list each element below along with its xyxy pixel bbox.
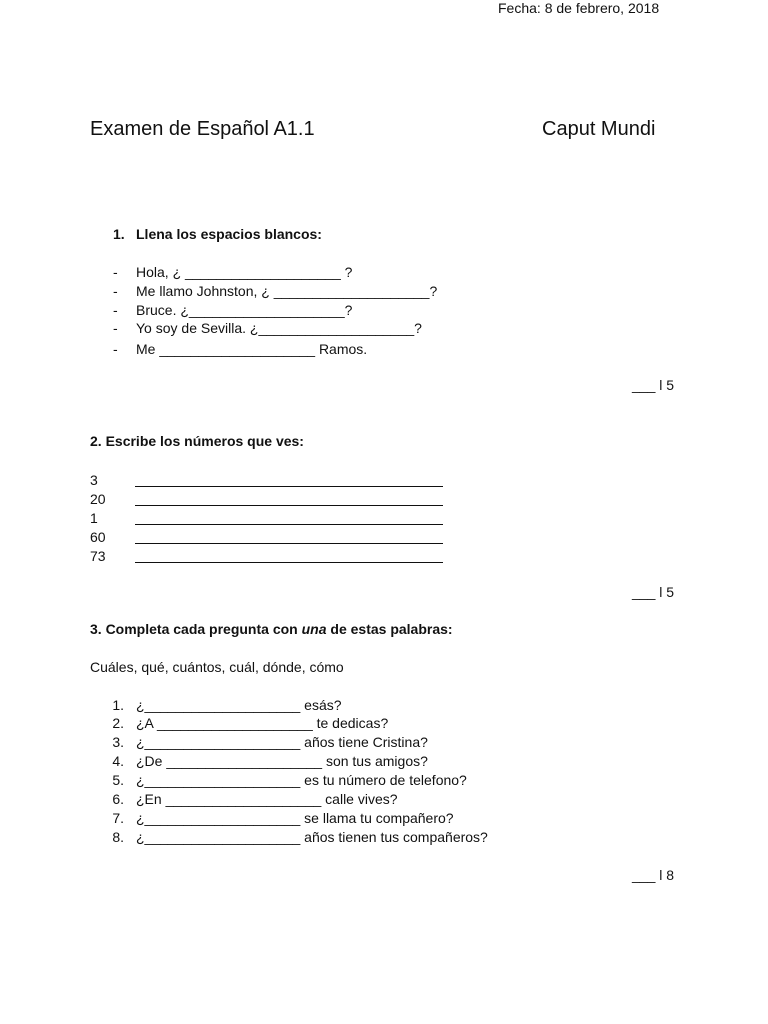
list-bullet: -	[113, 320, 118, 336]
question-text: ¿____________________ es tu número de telefono?	[136, 772, 467, 788]
fill-in-item: Yo soy de Sevilla. ¿____________________?	[136, 320, 422, 336]
number-value: 73	[90, 548, 106, 564]
heading-text: 3. Completa cada pregunta con	[90, 621, 302, 637]
fill-in-item: Bruce. ¿____________________?	[136, 302, 353, 318]
question-number: 2.	[112, 715, 124, 731]
section1-score: ___ l 5	[632, 377, 675, 393]
question-number: 6.	[112, 791, 124, 807]
section1-number: 1.	[113, 226, 125, 242]
section3-score: ___ l 8	[632, 867, 675, 883]
number-value: 1	[90, 510, 98, 526]
fill-in-item: Me llamo Johnston, ¿ ____________________?	[136, 283, 438, 299]
section3-heading	[90, 622, 453, 636]
question-text: ¿____________________ años tienen tus compañeros?	[136, 829, 488, 845]
list-bullet: -	[113, 341, 118, 357]
fill-in-item: Me ____________________ Ramos.	[136, 341, 368, 357]
exam-date: Fecha: 8 de febrero, 2018	[498, 0, 660, 16]
answer-line[interactable]	[135, 524, 443, 525]
question-number: 4.	[112, 753, 124, 769]
question-number: 3.	[112, 734, 124, 750]
question-text: ¿____________________ esás?	[136, 697, 342, 713]
section1-heading: Llena los espacios blancos:	[136, 226, 322, 242]
question-number: 7.	[112, 810, 124, 826]
question-text: ¿A ____________________ te dedicas?	[136, 715, 389, 731]
question-number: 8.	[112, 829, 124, 845]
section2-score: ___ l 5	[632, 584, 675, 600]
exam-title: Examen de Español A1.1	[90, 118, 315, 140]
section2-heading: 2. Escribe los números que ves:	[90, 433, 304, 449]
question-number: 1.	[112, 697, 124, 713]
question-text: ¿____________________ años tiene Cristina?	[136, 734, 428, 750]
number-value: 60	[90, 529, 106, 545]
heading-text: de estas palabras:	[326, 621, 453, 637]
answer-line[interactable]	[135, 505, 443, 506]
question-text: ¿De ____________________ son tus amigos?	[136, 753, 428, 769]
list-bullet: -	[113, 302, 118, 318]
question-number: 5.	[112, 772, 124, 788]
school-name: Caput Mundi	[542, 118, 656, 140]
list-bullet: -	[113, 264, 118, 280]
answer-line[interactable]	[135, 486, 443, 487]
fill-in-item: Hola, ¿ ____________________ ?	[136, 264, 353, 280]
question-text: ¿____________________ se llama tu compañero?	[136, 810, 454, 826]
answer-line[interactable]	[135, 543, 443, 544]
list-bullet: -	[113, 283, 118, 299]
number-value: 20	[90, 491, 106, 507]
question-text: ¿En ____________________ calle vives?	[136, 791, 398, 807]
answer-line[interactable]	[135, 562, 443, 563]
word-bank: Cuáles, qué, cuántos, cuál, dónde, cómo	[90, 659, 344, 675]
heading-emphasis: una	[301, 621, 327, 637]
number-value: 3	[90, 472, 98, 488]
